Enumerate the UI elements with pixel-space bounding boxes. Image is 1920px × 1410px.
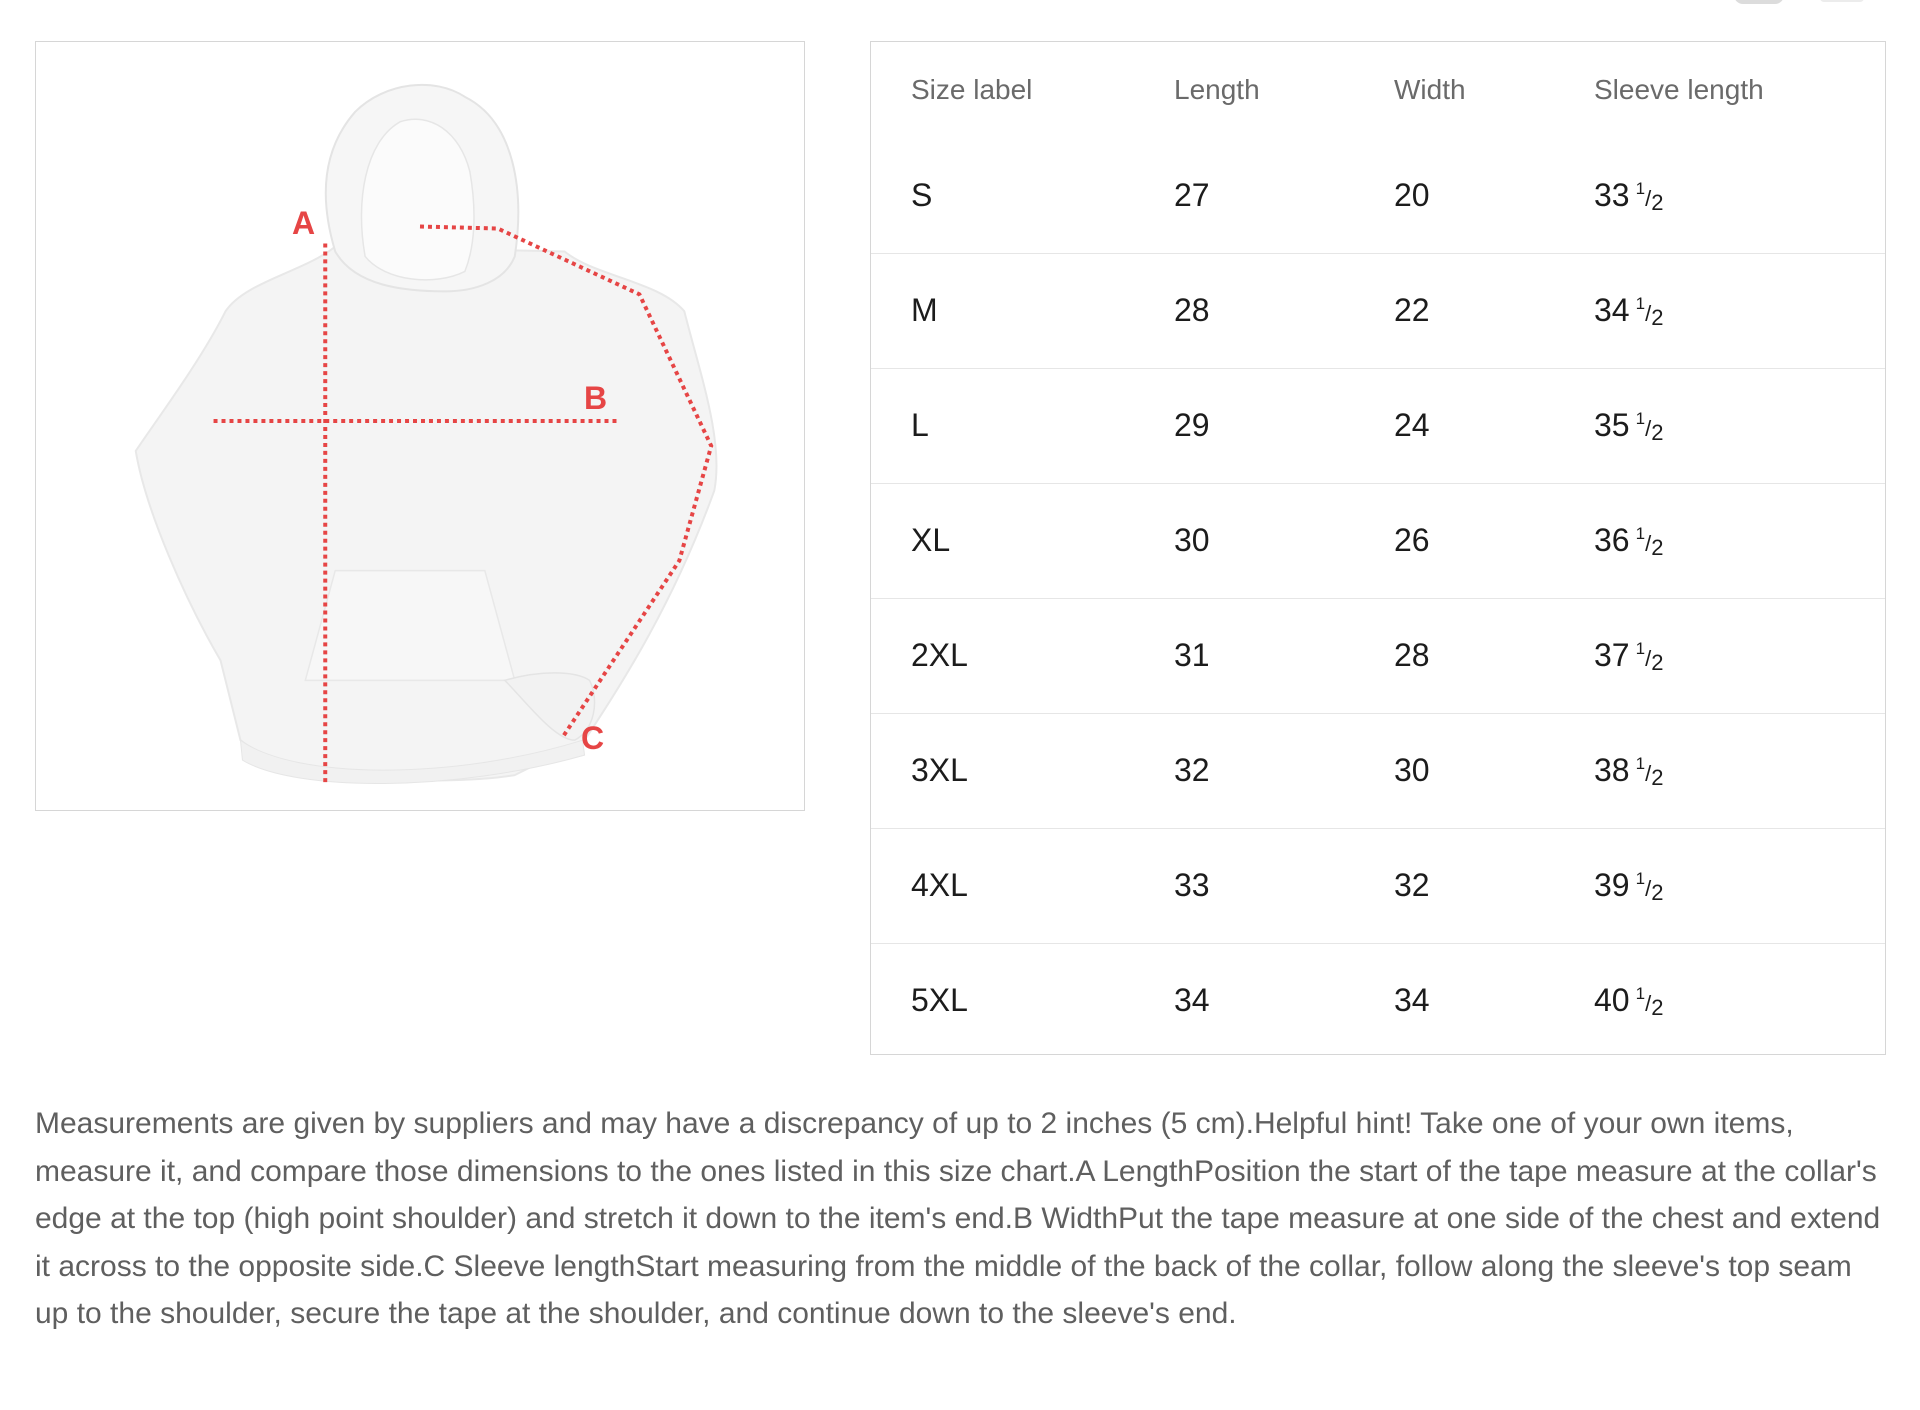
table-header-row xyxy=(871,42,1885,138)
header-sleeve-length: Sleeve length xyxy=(1594,74,1764,105)
cell-width: 32 xyxy=(1354,828,1554,943)
header-size-label: Size label xyxy=(911,74,1033,105)
marker-b: B xyxy=(584,380,608,416)
sleeve-fraction: $^1/_2$ xyxy=(1635,178,1664,215)
cell-size: S xyxy=(911,176,933,213)
fraction-denominator: 2 xyxy=(1651,650,1664,675)
cell-sleeve xyxy=(1554,138,1885,253)
sleeve-whole: 39 xyxy=(1594,867,1630,903)
top-control-left[interactable] xyxy=(1734,0,1784,4)
fraction-denominator: 2 xyxy=(1651,995,1664,1021)
table-row xyxy=(871,713,1885,828)
cell-length: 34 xyxy=(1134,943,1354,1058)
sleeve-fraction: $^1/_2$ xyxy=(1635,639,1664,675)
cell-length: 30 xyxy=(1134,483,1354,598)
header-length: Length xyxy=(1174,74,1260,105)
fraction-denominator: 2 xyxy=(1651,420,1664,445)
marker-a: A xyxy=(292,205,316,241)
table-row xyxy=(871,828,1885,943)
cell-sleeve xyxy=(1554,943,1885,1058)
sleeve-fraction: $^1/_2$ xyxy=(1635,294,1664,330)
fraction-denominator: 2 xyxy=(1651,880,1664,905)
cell-length: 33 xyxy=(1134,828,1354,943)
fraction-numerator: 1 xyxy=(1635,869,1646,888)
size-chart-table xyxy=(870,41,1886,1055)
cell-size: L xyxy=(871,368,1134,483)
cell-width: 28 xyxy=(1354,598,1554,713)
cell-length: 29 xyxy=(1134,368,1354,483)
header-width: Width xyxy=(1394,74,1466,105)
fraction-numerator: 1 xyxy=(1635,178,1646,198)
cell-width: 24 xyxy=(1354,368,1554,483)
sleeve-whole: 40 xyxy=(1594,982,1630,1019)
cell-sleeve xyxy=(1554,253,1885,368)
cell-size: M xyxy=(871,253,1134,368)
fraction-denominator: 2 xyxy=(1651,305,1664,330)
cell-width: 26 xyxy=(1354,483,1554,598)
fraction-numerator: 1 xyxy=(1635,984,1646,1004)
fraction-numerator: 1 xyxy=(1635,409,1646,428)
cell-length: 31 xyxy=(1134,598,1354,713)
hoodie-measurement-diagram xyxy=(35,41,805,811)
marker-c: C xyxy=(581,720,605,756)
cell-size: 3XL xyxy=(871,713,1134,828)
sleeve-fraction: $^1/_2$ xyxy=(1635,524,1664,560)
fraction-denominator: 2 xyxy=(1651,535,1664,560)
sleeve-fraction: $^1/_2$ xyxy=(1635,869,1664,905)
sleeve-fraction: $^1/_2$ xyxy=(1635,984,1664,1021)
cell-sleeve xyxy=(1554,368,1885,483)
table-row xyxy=(871,253,1885,368)
sleeve-fraction: $^1/_2$ xyxy=(1635,754,1664,790)
cell-size: 5XL xyxy=(871,943,1134,1058)
top-controls xyxy=(1720,0,1880,4)
sleeve-fraction: $^1/_2$ xyxy=(1635,409,1664,445)
fraction-denominator: 2 xyxy=(1651,189,1664,215)
cell-size: 4XL xyxy=(871,828,1134,943)
sleeve-whole: 36 xyxy=(1594,522,1630,558)
table-row xyxy=(871,368,1885,483)
cell-width: 22 xyxy=(1354,253,1554,368)
top-control-right[interactable] xyxy=(1820,0,1864,2)
sleeve-whole: 33 xyxy=(1594,176,1630,213)
cell-width: 30 xyxy=(1354,713,1554,828)
sleeve-whole: 38 xyxy=(1594,752,1630,788)
sleeve-whole: 34 xyxy=(1594,292,1630,328)
hoodie-illustration xyxy=(36,42,804,810)
cell-width: 20 xyxy=(1394,176,1430,213)
measurement-note: Measurements are given by suppliers and may have a discrepancy of up to 2 inches (5 cm).Helpful hint! Take one of your own items, measure it, and compare those dimensions to the ones listed in this size chart.A LengthPosition the start of the tape measure at the collar's edge at the top (high point shoulder) and stretch it down to the item's end.B WidthPut the tape measure at one side of the chest and extend it across to the opposite side.C Sleeve lengthStart measuring from the middle of the back of the collar, follow along the sleeve's top seam up to the shoulder, secure the tape at the shoulder, and continue down to the sleeve's end. xyxy=(35,1107,1881,1330)
sleeve-whole: 35 xyxy=(1594,407,1630,443)
cell-length: 27 xyxy=(1174,176,1210,213)
fraction-denominator: 2 xyxy=(1651,765,1664,790)
hoodie-body xyxy=(136,246,717,780)
hoodie-pocket xyxy=(305,571,514,681)
cell-sleeve xyxy=(1554,828,1885,943)
table-row xyxy=(871,483,1885,598)
fraction-numerator: 1 xyxy=(1635,524,1646,543)
fraction-numerator: 1 xyxy=(1635,754,1646,773)
cell-sleeve xyxy=(1554,598,1885,713)
cell-length: 32 xyxy=(1134,713,1354,828)
table-row xyxy=(871,138,1885,253)
fraction-numerator: 1 xyxy=(1635,639,1646,658)
sleeve-whole: 37 xyxy=(1594,637,1630,673)
cell-width: 34 xyxy=(1354,943,1554,1058)
cell-sleeve xyxy=(1554,483,1885,598)
cell-size: XL xyxy=(871,483,1134,598)
table-row xyxy=(871,943,1885,1058)
table-row xyxy=(871,598,1885,713)
fraction-numerator: 1 xyxy=(1635,294,1646,313)
cell-sleeve xyxy=(1554,713,1885,828)
hood-opening xyxy=(361,119,474,280)
cell-length: 28 xyxy=(1134,253,1354,368)
cell-size: 2XL xyxy=(871,598,1134,713)
